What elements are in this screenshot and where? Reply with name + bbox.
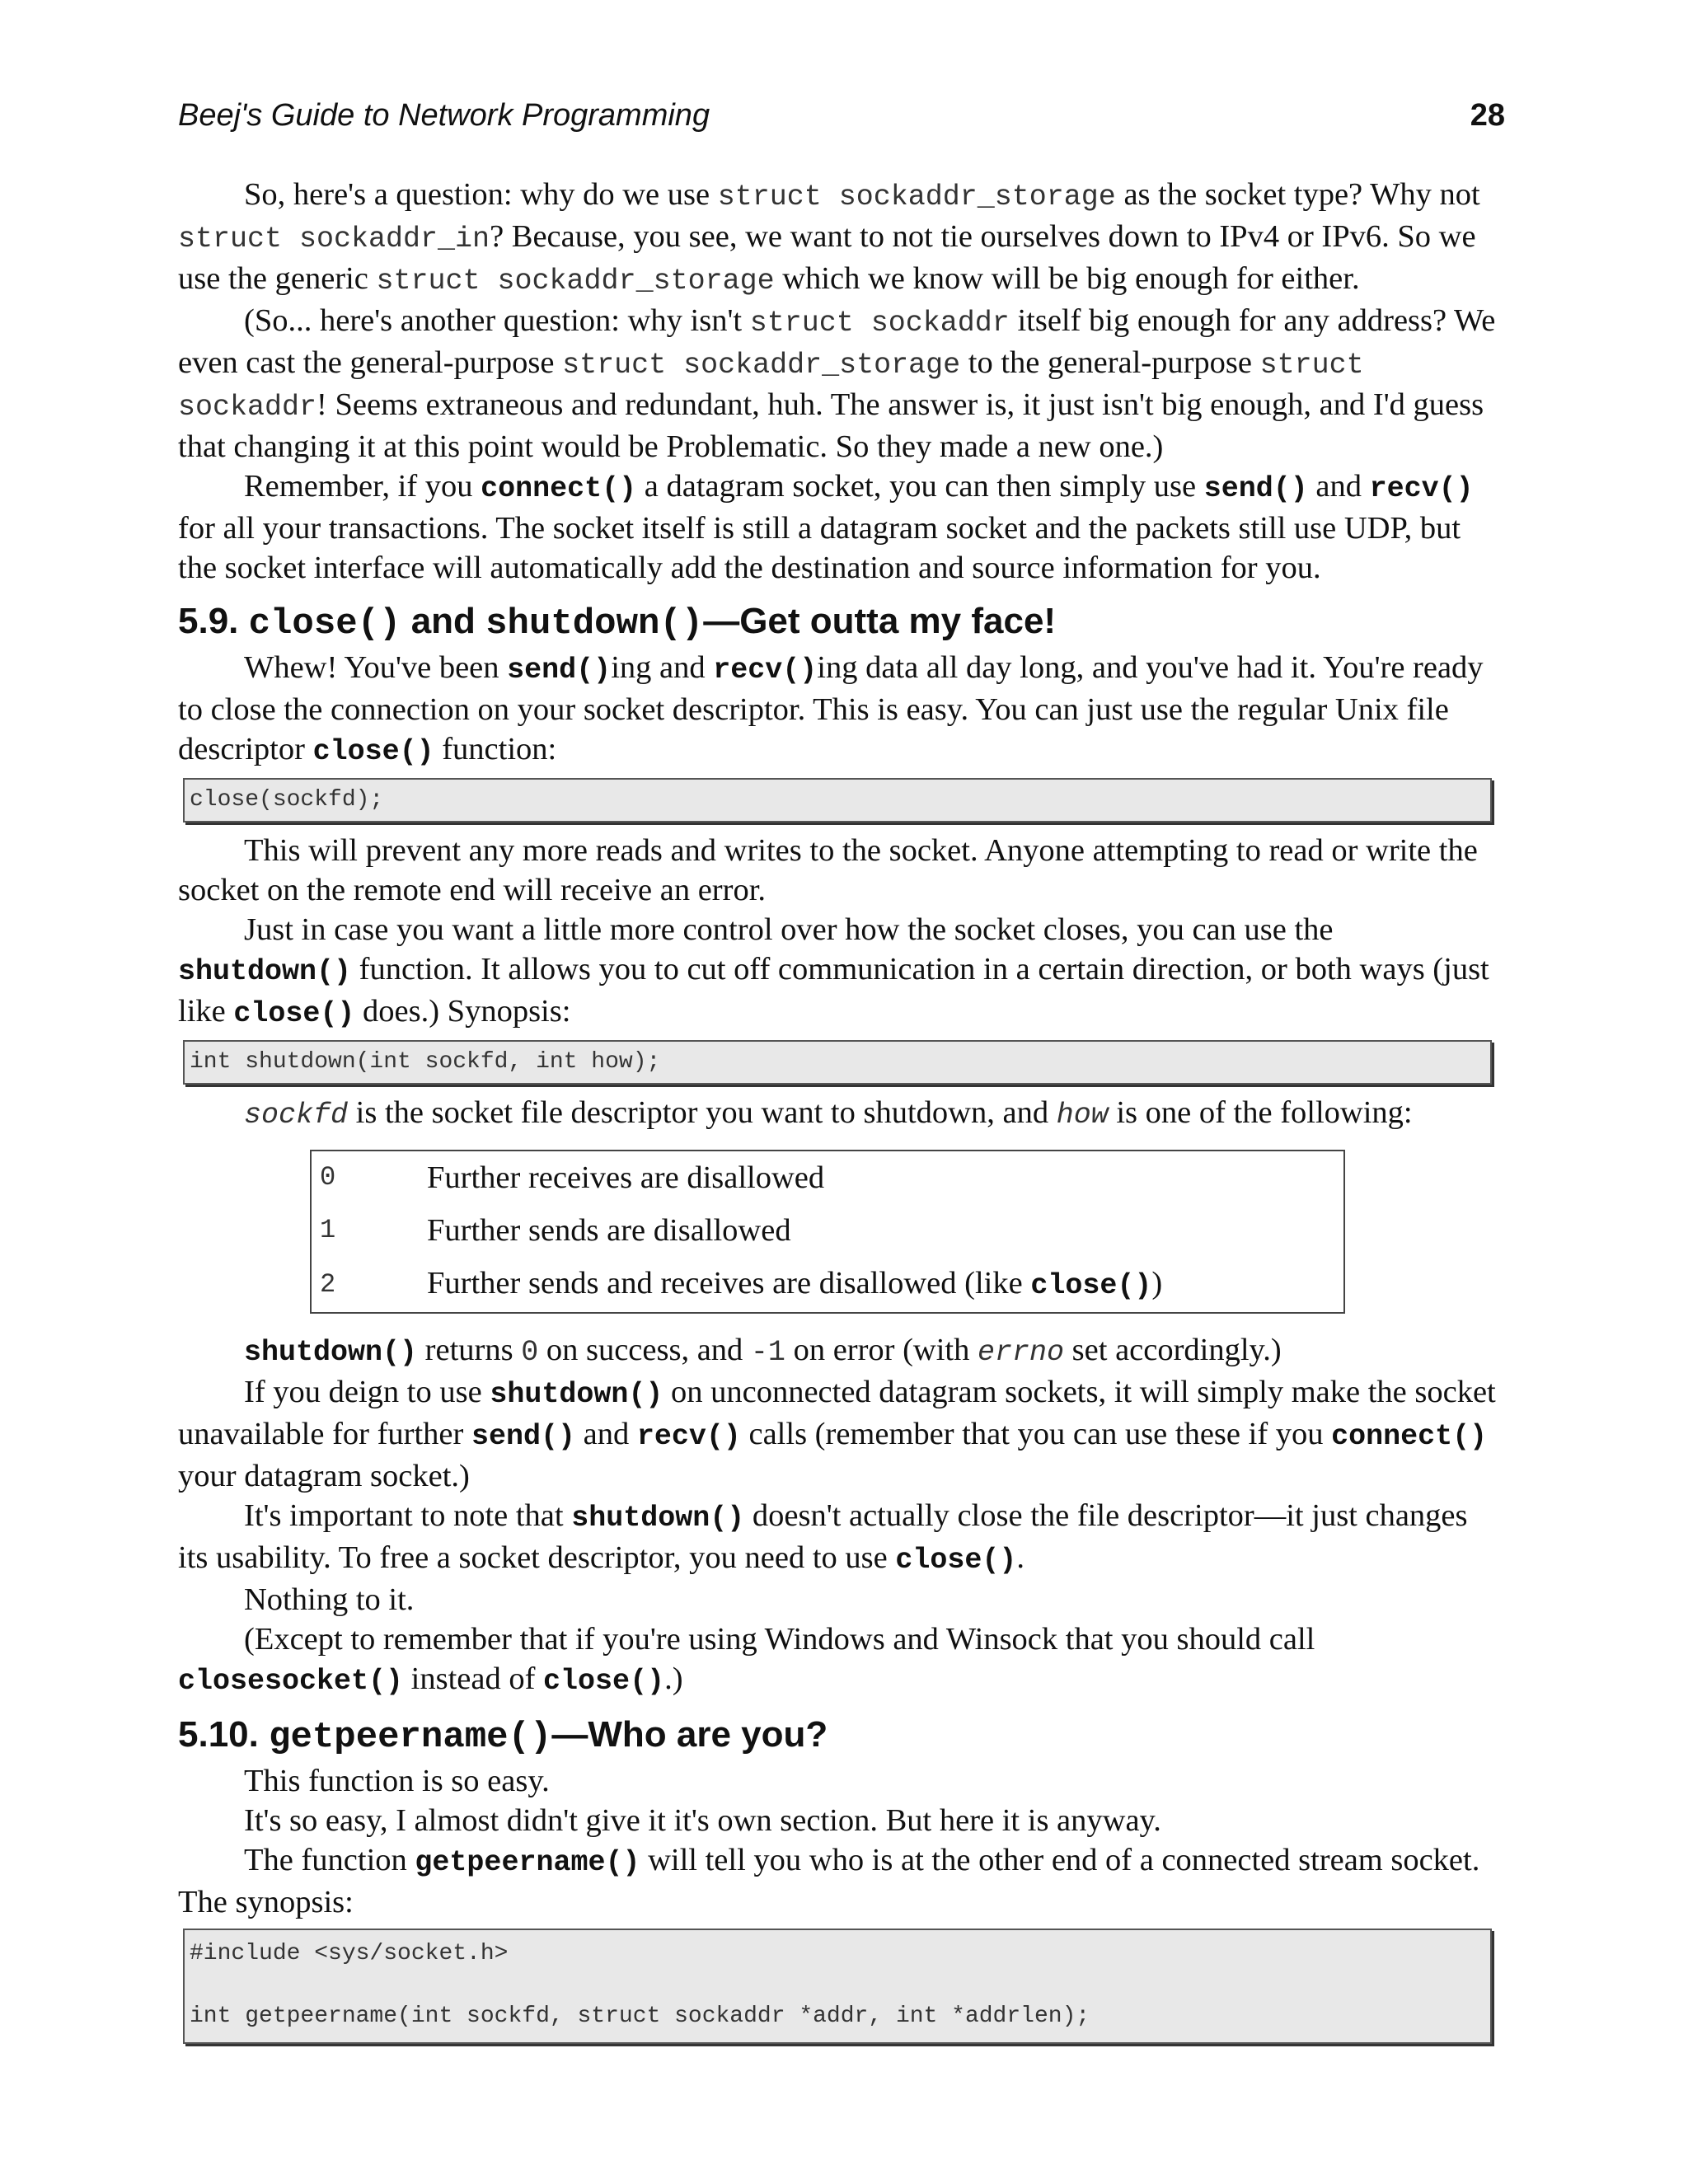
running-title: Beej's Guide to Network Programming <box>178 98 710 133</box>
paragraph: It's important to note that shutdown() doesn't actually close the file descriptor—it just changes its usability. To free a socket descriptor, you need to use close(). <box>178 1498 1468 1577</box>
page-content <box>178 175 1505 2052</box>
page-number: 28 <box>1470 98 1505 133</box>
paragraph: shutdown() returns 0 on success, and -1 on error (with errno set accordingly.) <box>244 1333 1282 1369</box>
option-desc: Further sends are disallowed <box>427 1213 791 1248</box>
option-desc: Further sends and receives are disallowed (like close()) <box>427 1266 1163 1302</box>
paragraph: The function getpeername() will tell you who is at the other end of a connected stream socket. The synopsis: <box>178 1843 1480 1919</box>
code-line: #include <sys/socket.h> <box>190 1941 509 1966</box>
paragraph: It's so easy, I almost didn't give it it's own section. But here it is anyway. <box>244 1803 1161 1838</box>
paragraph: If you deign to use shutdown() on unconnected datagram sockets, it will simply make the socket unavailable for further send() and recv() calls (remember that you can use these if you connect() your datagram socket.) <box>178 1375 1496 1493</box>
paragraph: Whew! You've been send()ing and recv()ing data all day long, and you've had it. You're ready to close the connection on your socket descriptor. This is easy. You can just use the regular Unix file descriptor close() function: <box>178 650 1484 768</box>
code-block-shutdown: int shutdown(int sockfd, int how); <box>183 1040 1492 1085</box>
paragraph: (So... here's another question: why isn't struct sockaddr itself big enough for any address? We even cast the general-purpose struct sockaddr_storage to the general-purpose struct sockaddr! Seems extraneous and redundant, huh. The answer is, it just isn't big enough, and I'd guess that changing it at this point would be Problematic. So they made a new one.) <box>178 303 1496 464</box>
table-row <box>311 1204 1344 1257</box>
paragraph: sockfd is the socket file descriptor you want to shutdown, and how is one of the following: <box>244 1095 1413 1132</box>
paragraph: Nothing to it. <box>244 1582 415 1617</box>
paragraph: (Except to remember that if you're using Windows and Winsock that you should call closesocket() instead of close().) <box>178 1622 1315 1698</box>
section-heading-5-9: 5.9. close() and shutdown()—Get outta my face! <box>178 601 1057 644</box>
how-options-table <box>310 1150 1345 1314</box>
code-line: int getpeername(int sockfd, struct sockaddr *addr, int *addrlen); <box>190 2004 1090 2029</box>
section-heading-5-10: 5.10. getpeername()—Who are you? <box>178 1714 828 1758</box>
option-key: 2 <box>320 1268 336 1300</box>
paragraph: So, here's a question: why do we use struct sockaddr_storage as the socket type? Why not struct sockaddr_in? Because, you see, we want to not tie ourselves down to IPv4 or IPv6. So we use the generic struct sockaddr_storage which we know will be big enough for either. <box>178 177 1480 298</box>
paragraph: This function is so easy. <box>244 1764 550 1798</box>
paragraph: Just in case you want a little more control over how the socket closes, you can use the shutdown() function. It allows you to cut off communication in a certain direction, or both ways (just like close() does.) Synopsis: <box>178 912 1489 1030</box>
table-row <box>311 1257 1344 1313</box>
table-row <box>311 1151 1344 1204</box>
page-header <box>178 96 1505 137</box>
paragraph: Remember, if you connect() a datagram socket, you can then simply use send() and recv() for all your transactions. The socket itself is still a datagram socket and the packets still use UDP, but the socket interface will automatically add the destination and source information for you. <box>178 469 1474 585</box>
paragraph: This will prevent any more reads and writes to the socket. Anyone attempting to read or write the socket on the remote end will receive an error. <box>178 833 1478 907</box>
option-key: 0 <box>320 1162 336 1193</box>
code-block-getpeername <box>183 1929 1492 2044</box>
option-key: 1 <box>320 1215 336 1245</box>
code-block-close: close(sockfd); <box>183 778 1492 823</box>
option-desc: Further receives are disallowed <box>427 1160 825 1195</box>
code-line-blank <box>190 1970 1485 2001</box>
document-page <box>178 0 1505 2184</box>
